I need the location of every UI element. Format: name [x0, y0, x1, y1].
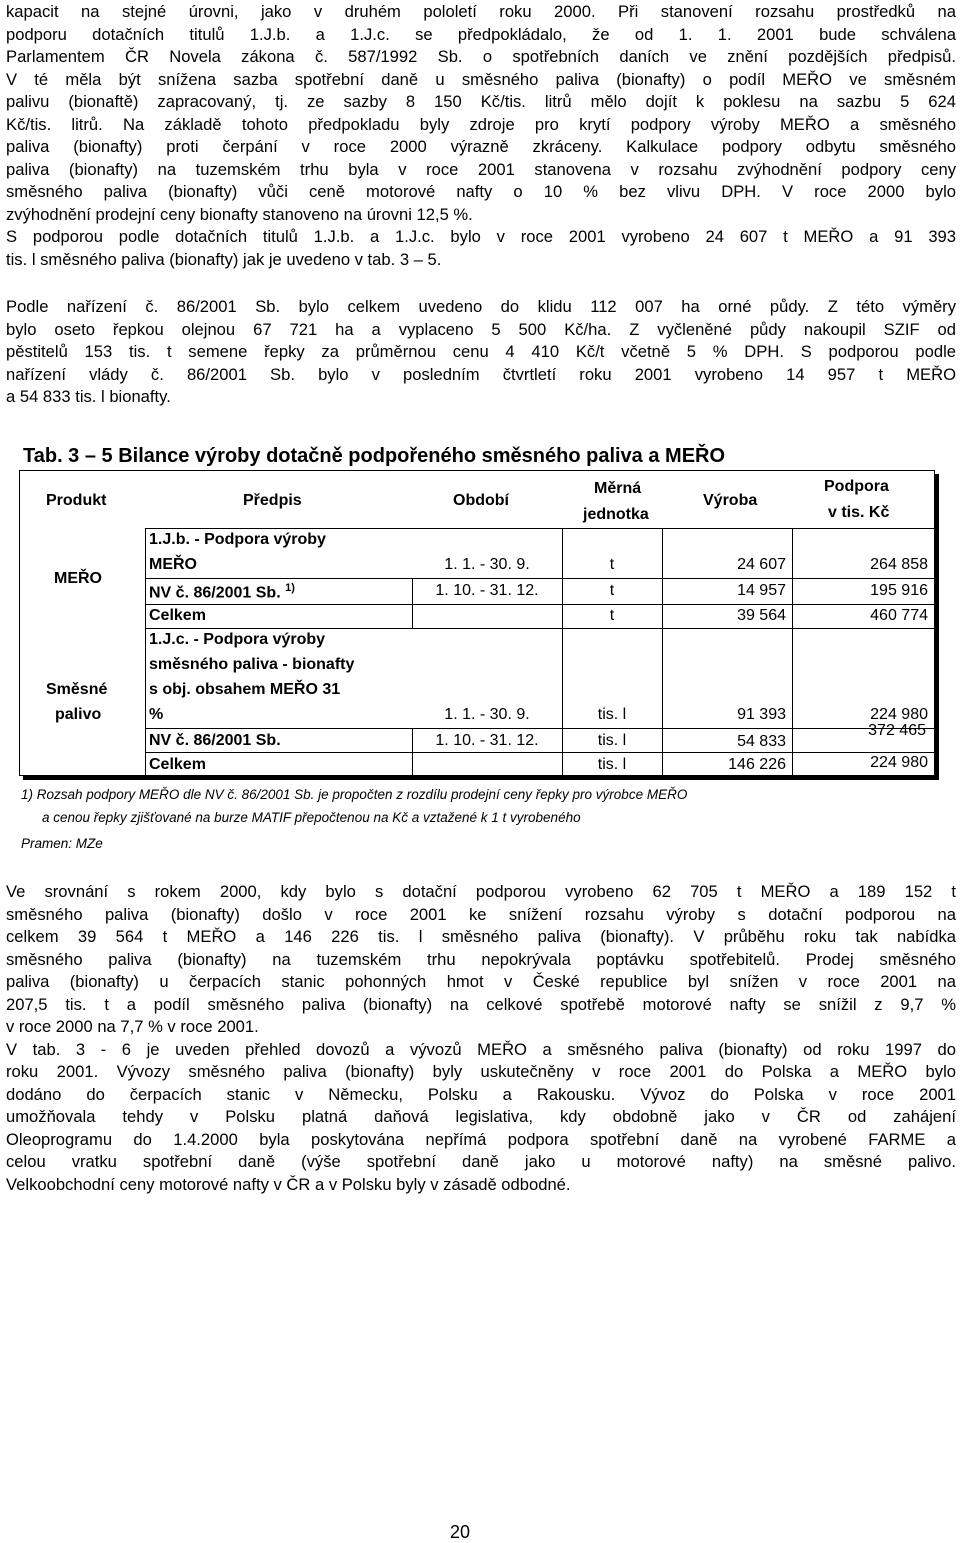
text-line: V tab. 3 - 6 je uveden přehled dovozů a vývozů MEŘO a směsného paliva (bionafty) od roku 1997 do [6, 1039, 956, 1059]
mixed-row1-period: 1. 1. - 30. 9. [444, 706, 530, 723]
meo-row2-production: 14 957 [737, 582, 786, 599]
mixed-row3-support: 224 980 [870, 754, 928, 771]
product-meo: MEŘO [54, 570, 102, 587]
meo-row3-support: 460 774 [870, 607, 928, 624]
mixed-row1-unit: tis. l [597, 706, 627, 723]
header-regulation: Předpis [243, 492, 302, 509]
text-line: směsného paliva (bionafty) na tuzemském trhu nepokrývala poptávku spotřebitelů. Prodej směsného [6, 949, 956, 969]
text-line: kapacit na stejné úrovni, jako v druhém pololetí roku 2000. Při stanovení rozsahu prostředků na [6, 2, 956, 21]
text-line: Kč/tis. litrů. Na základě tohoto předpokladu byly zdroje pro krytí podpory výroby MEŘO a směsného [6, 114, 956, 134]
mixed-row2-unit: tis. l [597, 732, 627, 749]
meo-row1-production: 24 607 [737, 556, 786, 573]
text-line: celou vratku spotřební daně (výše spotřební daně jako u motorové nafty) na směsné palivo. [6, 1152, 956, 1171]
meo-row2-unit: t [609, 582, 615, 599]
table-rule [145, 578, 934, 579]
mixed-row2-period: 1. 10. - 31. 12. [435, 732, 539, 749]
meo-row1-period: 1. 1. - 30. 9. [444, 556, 530, 573]
header-support-line1: Podpora [824, 478, 889, 495]
mixed-title-line3: s obj. obsahem MEŘO 31 [149, 681, 341, 698]
meo-row1-regulation: MEŘO [149, 556, 197, 573]
table-footnote: 1) Rozsah podpory MEŘO dle NV č. 86/2001 Sb. je propočten z rozdílu prodejní ceny řepky pro výrobce MEŘO [21, 787, 688, 802]
text-line: V té měla být snížena sazba spotřební daně u směsného paliva (bionafty) o podíl MEŘO ve směsném [6, 69, 956, 89]
mixed-title-line1: 1.J.c. - Podpora výroby [149, 631, 326, 648]
table-title: Tab. 3 – 5 Bilance výroby dotačně podpořeného směsného paliva a MEŘO [23, 445, 726, 467]
product-mixed-line1: Směsné [46, 681, 108, 698]
text-line: 207,5 tis. t a podíl směsného paliva (bionafty) na celkové spotřebě motorové nafty se snížil z 9,7 % [6, 994, 956, 1014]
mixed-row3-unit: tis. l [597, 756, 627, 773]
text-line: umožňovala tehdy v Polsku platná daňová legislativa, kdy obdobně jako v ČR od zahájení [6, 1107, 956, 1126]
second-paragraph [6, 296, 956, 409]
meo-group-title: 1.J.b. - Podpora výroby [149, 531, 326, 548]
text-line: celkem 39 564 t MEŘO a 146 226 tis. l směsného paliva (bionafty). V průběhu roku tak nabídka [6, 927, 956, 946]
footnote-marker: 1) [285, 582, 295, 594]
table-rule [145, 528, 934, 529]
text-line: Oleoprogramu do 1.4.2000 byla poskytována nepřímá podpora spotřební daně na vyrobené FARME a [6, 1129, 956, 1149]
meo-row3-production: 39 564 [737, 607, 786, 624]
mixed-title-line4: % [149, 706, 164, 723]
header-unit-line2: jednotka [583, 506, 649, 523]
text-line: nařízení vlády č. 86/2001 Sb. bylo v posledním čtvrtletí roku 2001 vyrobeno 14 957 t MEŘO [6, 364, 956, 384]
mixed-row2-support: 372 465 [868, 722, 926, 739]
header-period: Období [453, 492, 509, 509]
mixed-row2-production: 54 833 [737, 733, 786, 750]
mixed-title-line2: směsného paliva - bionafty [149, 656, 355, 673]
mixed-row2-regulation: NV č. 86/2001 Sb. [149, 732, 281, 749]
table-footnote-line2: a cenou řepky zjišťované na burze MATIF přepočtenou na Kč a vztažené k 1 t vyrobeného [42, 810, 581, 825]
table-rule [145, 628, 934, 629]
meo-row2-support: 195 916 [870, 582, 928, 599]
text-line: tis. l směsného paliva (bionafty) jak je uvedeno v tab. 3 – 5. [6, 249, 442, 269]
text-line: Velkoobchodní ceny motorové nafty v ČR a v Polsku byly v zásadě odbodné. [6, 1174, 571, 1194]
text-line: Parlamentem ČR Novela zákona č. 587/1992 Sb. o spotřebních daních ve znění pozdějších předpisů. [6, 47, 956, 66]
header-unit-line1: Měrná [594, 480, 642, 497]
text-line: roku 2001. Vývozy směsného paliva (bionafty) byly uskutečněny v roce 2001 do Polska a MEŘO bylo [6, 1062, 956, 1081]
meo-row2-regulation: NV č. 86/2001 Sb. [149, 584, 281, 602]
product-mixed-line2: palivo [55, 706, 102, 723]
meo-row3-regulation: Celkem [149, 607, 206, 624]
header-support-line2: v tis. Kč [828, 504, 890, 521]
mixed-row3-regulation: Celkem [149, 756, 206, 773]
meo-row1-support: 264 858 [870, 556, 928, 573]
table-rule [145, 752, 934, 753]
text-line: pěstitelů 153 tis. t semene řepky za průměrnou cenu 4 410 Kč/t včetně 5 % DPH. S podporou podle [6, 342, 956, 361]
text-line: směsného paliva (bionafty) došlo v roce 2001 ke snížení rozsahu výroby s dotační podporou na [6, 904, 956, 924]
text-line: podporu dotačních titulů 1.J.b. a 1.J.c. se předpokládalo, že od 1. 1. 2001 bude schválena [6, 24, 956, 44]
meo-row2-regulation-wrap [149, 582, 295, 602]
meo-row2-period: 1. 10. - 31. 12. [435, 582, 539, 599]
text-line: paliva (bionafty) na tuzemském trhu byla v roce 2001 stanovena v rozsahu zvýhodnění podpory ceny [6, 159, 956, 179]
text-line: paliva (bionafty) proti čerpání v roce 2000 výrazně zkráceny. Kalkulace podpory odbytu směsného [6, 137, 956, 156]
meo-row3-unit: t [609, 607, 615, 624]
table-rule [145, 528, 146, 776]
text-line: bylo oseto řepkou olejnou 67 721 ha a vyplaceno 5 500 Kč/ha. Z vyčleněné půdy nakoupil SZIF od [6, 319, 956, 339]
text-line: směsného paliva (bionafty) vůči ceně motorové nafty o 10 % bez vlivu DPH. V roce 2000 bylo [6, 182, 956, 201]
page-number: 20 [450, 1522, 471, 1542]
text-line: paliva (bionafty) u čerpacích stanic pohonných hmot v České republice byl snížen v roce 2001 na [6, 972, 956, 991]
table-source: Pramen: MZe [21, 836, 103, 851]
text-line: v roce 2000 na 7,7 % v roce 2001. [6, 1017, 259, 1036]
mixed-row3-production: 146 226 [728, 756, 786, 773]
table-rule [145, 604, 934, 605]
top-paragraph [6, 1, 956, 271]
text-line: S podporou podle dotačních titulů 1.J.b. a 1.J.c. bylo v roce 2001 vyrobeno 24 607 t MEŘO a 91 393 [6, 227, 956, 246]
meo-row1-unit: t [609, 556, 615, 573]
text-line: zvýhodnění prodejní ceny bionafty stanoveno na úrovni 12,5 %. [6, 204, 473, 224]
text-line: dodáno do čerpacích stanic v Německu, Polsku a Rakousku. Vývoz do Polska v roce 2001 [6, 1084, 956, 1104]
text-line: palivu (bionaftě) zapracovaný, tj. ze sazby 8 150 Kč/tis. litrů mělo dojít k poklesu na sazbu 5 624 [6, 92, 956, 111]
mixed-row1-production: 91 393 [737, 706, 786, 723]
mixed-row1-support: 224 980 [870, 706, 928, 723]
bottom-paragraph [6, 881, 956, 1196]
text-line: Ve srovnání s rokem 2000, kdy bylo s dotační podporou vyrobeno 62 705 t MEŘO a 189 152 t [6, 882, 956, 901]
text-line: Podle nařízení č. 86/2001 Sb. bylo celkem uvedeno do klidu 112 007 ha orné půdy. Z této výměry [6, 297, 956, 316]
header-production: Výroba [703, 492, 758, 509]
header-product: Produkt [46, 492, 107, 509]
text-line: a 54 833 tis. l bionafty. [6, 387, 171, 406]
